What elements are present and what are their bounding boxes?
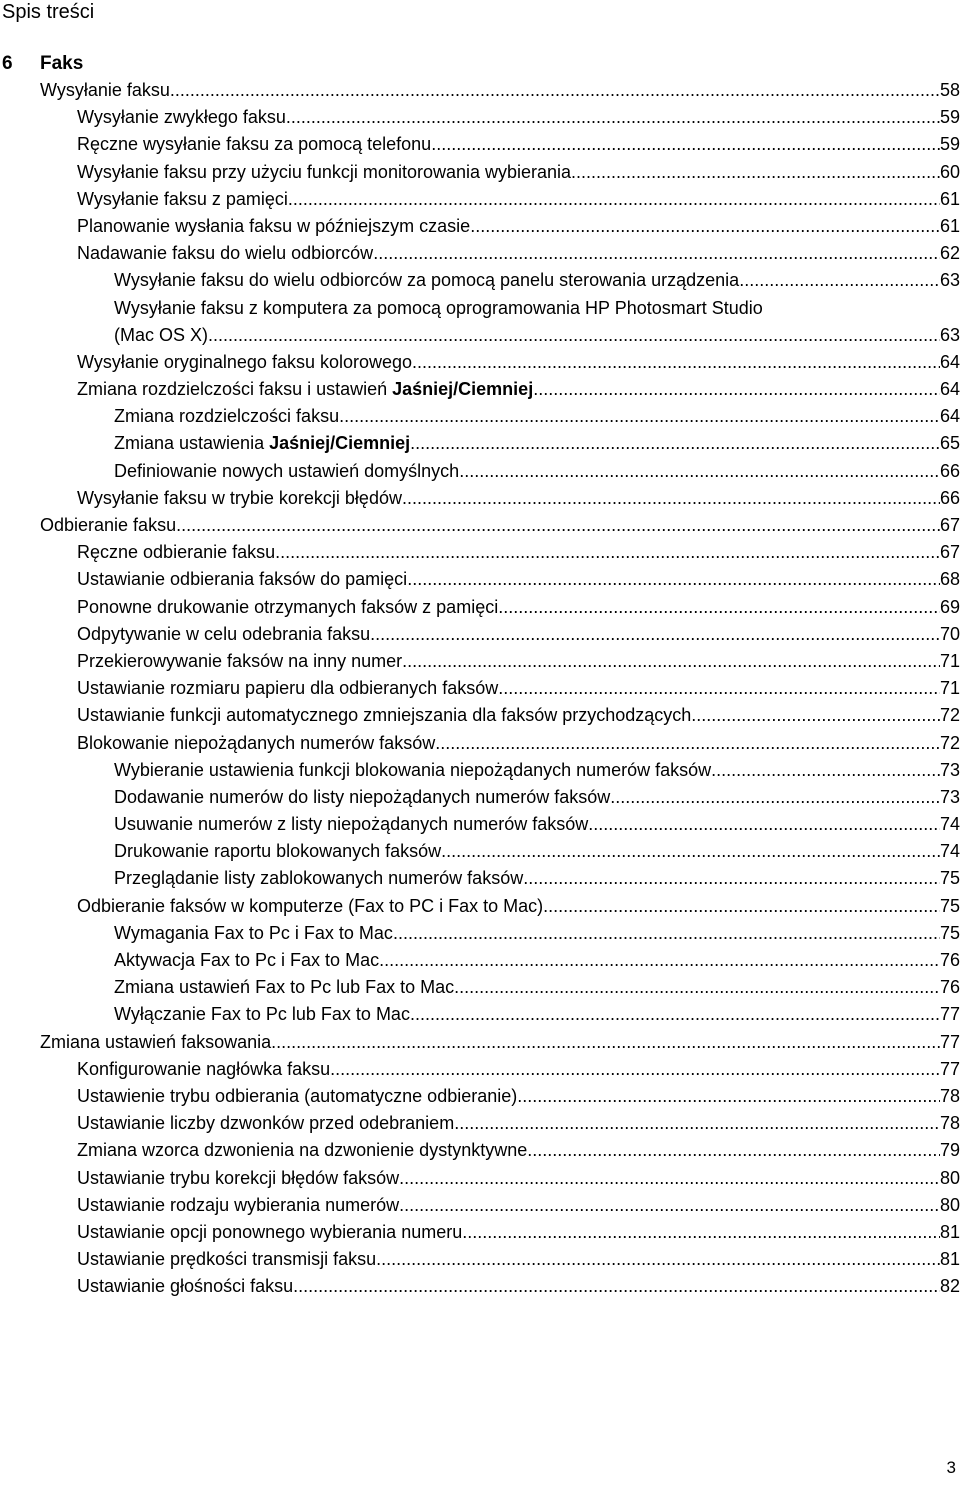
toc-entry-title [77, 1056, 330, 1083]
toc-entry-title-text: Wysyłanie zwykłego faksu [77, 107, 286, 128]
toc-entry-line [77, 1137, 960, 1164]
toc-entry-title-text: Wysyłanie oryginalnego faksu kolorowego [77, 351, 413, 372]
toc-leader-dots [462, 1219, 940, 1246]
toc-entry-page: 70 [939, 623, 960, 644]
toc-entry-line [77, 1246, 960, 1273]
toc-entry-title-text: Wyłączanie Fax to Pc lub Fax to Mac [114, 1004, 410, 1025]
toc-entry-title-text: Wysyłanie faksu z komputera za pomocą oprogramowania HP Photosmart Studio [114, 297, 763, 318]
toc-leader-dots [399, 1165, 940, 1192]
toc-leader-dots [498, 594, 940, 621]
toc-entry-line [40, 77, 960, 104]
toc-leader-dots [370, 621, 940, 648]
chapter-title: Faks [40, 53, 84, 74]
toc-entry[interactable] [0, 240, 960, 267]
toc-entry-line [77, 159, 960, 186]
toc-entry-page: 67 [939, 542, 960, 563]
toc-entry-title [114, 974, 454, 1001]
toc-entry-title-text: Zmiana wzorca dzwonienia na dzwonienie dystynktywne [77, 1140, 528, 1161]
toc-entry-title-text: Drukowanie raportu blokowanych faksów [114, 841, 442, 862]
toc-entry-line [77, 621, 960, 648]
toc-entry[interactable] [0, 77, 960, 104]
toc-entry-title [40, 512, 176, 539]
toc-entry-line [114, 920, 960, 947]
toc-entry-title-text: Wysyłanie faksu z pamięci [77, 188, 288, 209]
toc-entry-title-text: Ustawianie rozmiaru papieru dla odbieranych faksów [77, 678, 499, 699]
toc-entry-title [77, 566, 407, 593]
toc-entry-line [114, 757, 960, 784]
toc-entry-title-text: Ustawianie głośności faksu [77, 1276, 294, 1297]
toc-entry[interactable] [0, 1219, 960, 1246]
table-of-contents [0, 77, 960, 1300]
toc-entry-title [114, 838, 441, 865]
toc-entry-page: 71 [939, 650, 960, 671]
toc-leader-dots [739, 267, 940, 294]
toc-entry-page: 76 [939, 950, 960, 970]
toc-entry[interactable] [0, 376, 960, 403]
toc-entry-page: 80 [939, 1194, 960, 1215]
toc-entry-title-text: Zmiana ustawień Fax to Pc lub Fax to Mac [114, 977, 455, 998]
toc-entry[interactable] [0, 295, 960, 322]
toc-entry-line [114, 295, 763, 322]
toc-entry[interactable] [0, 1273, 960, 1300]
toc-entry-title [114, 430, 410, 457]
toc-entry-line [77, 566, 960, 593]
toc-entry-line [77, 1219, 960, 1246]
toc-entry-title-text: Wysyłanie faksu do wielu odbiorców za pomocą panelu sterowania urządzenia [114, 270, 740, 291]
toc-entry[interactable] [0, 838, 960, 865]
toc-entry-page: 76 [939, 977, 960, 998]
toc-entry-title [77, 1219, 462, 1246]
toc-entry-title-text: Przeglądanie listy zablokowanych numerów faksów [114, 868, 524, 889]
toc-entry-page: 66 [939, 460, 960, 481]
toc-entry-title [77, 213, 470, 240]
toc-entry-title [114, 403, 339, 430]
toc-entry-title [77, 1192, 399, 1219]
toc-entry-title [114, 295, 763, 322]
toc-entry-line [77, 1273, 960, 1300]
toc-entry-page: 66 [939, 487, 960, 508]
toc-entry-page: 81 [939, 1249, 960, 1270]
toc-entry[interactable] [0, 1001, 960, 1028]
toc-entry-page: 59 [939, 134, 960, 155]
toc-leader-dots [412, 349, 940, 376]
toc-entry[interactable] [0, 730, 960, 757]
toc-entry[interactable] [0, 974, 960, 1001]
toc-entry[interactable] [0, 159, 960, 186]
toc-leader-dots [431, 131, 940, 158]
toc-entry-title [77, 893, 543, 920]
toc-entry-title-text: Odpytywanie w celu odebrania faksu [77, 623, 371, 644]
toc-leader-dots [711, 757, 940, 784]
toc-entry-line [77, 648, 960, 675]
toc-leader-dots [208, 322, 940, 349]
toc-entry[interactable] [0, 757, 960, 784]
toc-entry-title [77, 186, 288, 213]
toc-entry-page: 75 [939, 922, 960, 943]
toc-leader-dots [379, 947, 940, 974]
toc-entry-title [77, 702, 691, 729]
toc-entry-page: 68 [939, 569, 960, 590]
toc-leader-dots [288, 186, 940, 213]
toc-entry-title-text: Odbieranie faksu [40, 515, 177, 535]
toc-leader-dots [376, 1246, 940, 1273]
toc-entry-line [77, 376, 960, 403]
toc-entry-title [77, 376, 533, 403]
toc-entry-line [114, 1001, 960, 1028]
toc-entry-page: 61 [939, 188, 960, 209]
toc-entry-page: 78 [939, 1085, 960, 1106]
toc-entry-page: 65 [939, 433, 960, 454]
toc-entry-page: 80 [939, 1167, 960, 1188]
toc-entry-title [77, 675, 498, 702]
toc-entry-title [77, 131, 431, 158]
toc-entry-page: 59 [939, 107, 960, 128]
toc-entry-title [77, 485, 402, 512]
toc-entry-line [77, 702, 960, 729]
toc-entry-line [114, 430, 960, 457]
toc-entry-page: 64 [939, 351, 960, 372]
toc-entry-page: 64 [939, 406, 960, 427]
toc-entry-line [77, 485, 960, 512]
toc-entry-title-text: Definiowanie nowych ustawień domyślnych [114, 460, 460, 481]
toc-entry-title [114, 865, 523, 892]
toc-entry-title-text: Zmiana rozdzielczości faksu i ustawień [77, 379, 393, 400]
toc-entry[interactable] [0, 811, 960, 838]
toc-entry-line [77, 186, 960, 213]
toc-leader-dots [176, 512, 940, 539]
toc-entry[interactable] [0, 784, 960, 811]
running-header: Spis treści [2, 1, 95, 23]
toc-entry-line [77, 539, 960, 566]
toc-entry-line [114, 838, 960, 865]
toc-entry-page: 77 [939, 1004, 960, 1025]
toc-entry-line [114, 974, 960, 1001]
toc-entry-title [114, 322, 208, 349]
toc-entry[interactable] [0, 322, 960, 349]
toc-entry-title-text: Nadawanie faksu do wielu odbiorców [77, 243, 374, 264]
toc-entry-title [77, 1110, 454, 1137]
toc-leader-dots [610, 784, 940, 811]
toc-leader-dots [527, 1137, 940, 1164]
toc-entry-title-text: Ponowne drukowanie otrzymanych faksów z pamięci [77, 596, 499, 617]
toc-leader-dots [393, 920, 940, 947]
toc-entry-page: 72 [939, 705, 960, 726]
toc-entry-page: 78 [939, 1113, 960, 1134]
toc-entry-title [77, 159, 571, 186]
toc-entry[interactable] [0, 430, 960, 457]
toc-entry-title [77, 104, 286, 131]
page-number: 3 [946, 1458, 956, 1477]
toc-entry-page: 79 [939, 1140, 960, 1161]
toc-entry-line [77, 213, 960, 240]
toc-leader-dots [533, 376, 940, 403]
toc-leader-dots [170, 77, 940, 104]
toc-entry-title-text: Zmiana ustawień faksowania [40, 1031, 272, 1052]
toc-entry-line [77, 893, 960, 920]
toc-entry[interactable] [0, 1029, 960, 1056]
toc-entry-title [114, 1001, 410, 1028]
toc-entry-page: 72 [939, 732, 960, 753]
toc-entry-page: 81 [939, 1221, 960, 1242]
toc-entry-title [114, 757, 711, 784]
toc-leader-dots [271, 1029, 940, 1056]
toc-entry-line [77, 349, 960, 376]
toc-leader-dots [402, 648, 940, 675]
toc-entry[interactable] [0, 947, 960, 974]
toc-leader-dots [543, 893, 940, 920]
toc-entry-title [114, 458, 459, 485]
toc-entry-title-text: Wysyłanie faksu w trybie korekcji błędów [77, 487, 402, 508]
toc-entry-title-text: Zmiana rozdzielczości faksu [114, 406, 340, 427]
toc-entry[interactable] [0, 1110, 960, 1137]
toc-entry-title-text: Odbieranie faksów w komputerze (Fax to PC i Fax to Mac) [77, 895, 544, 916]
toc-entry[interactable] [0, 403, 960, 430]
toc-entry-line [77, 675, 960, 702]
toc-entry-title [77, 349, 412, 376]
toc-entry-title-text: Ustawianie prędkości transmisji faksu [77, 1249, 377, 1270]
toc-entry[interactable] [0, 213, 960, 240]
toc-entry-title [77, 1246, 376, 1273]
toc-entry-title-text: Planowanie wysłania faksu w późniejszym czasie [77, 215, 471, 236]
toc-entry-title-text: Przekierowywanie faksów na inny numer [77, 650, 403, 671]
toc-entry[interactable] [0, 621, 960, 648]
toc-entry-page: 77 [939, 1058, 960, 1079]
toc-entry-line [40, 1029, 960, 1056]
toc-leader-dots [339, 403, 940, 430]
toc-entry-title-text: Ustawianie liczby dzwonków przed odebraniem [77, 1113, 455, 1134]
toc-entry-line [114, 947, 960, 974]
toc-entry-title-text: Ustawianie rodzaju wybierania numerów [77, 1194, 400, 1215]
toc-entry[interactable] [0, 539, 960, 566]
toc-entry-page: 62 [939, 243, 960, 264]
toc-leader-dots [470, 213, 940, 240]
toc-entry-title-text: (Mac OS X) [114, 324, 209, 345]
toc-leader-dots [330, 1056, 940, 1083]
toc-entry[interactable] [0, 920, 960, 947]
toc-entry-line [114, 403, 960, 430]
toc-entry-line [77, 1056, 960, 1083]
toc-entry-title-text: Wysyłanie faksu przy użyciu funkcji monitorowania wybierania [77, 161, 572, 182]
toc-entry-title [114, 267, 739, 294]
toc-entry-page: 75 [939, 868, 960, 889]
toc-leader-dots [459, 458, 940, 485]
toc-entry-page: 63 [939, 324, 960, 345]
toc-entry-title-text: Wysyłanie faksu [40, 80, 170, 100]
toc-leader-dots [498, 675, 940, 702]
toc-entry-title-text: Konfigurowanie nagłówka faksu [77, 1058, 331, 1079]
toc-entry-page: 71 [939, 678, 960, 699]
toc-entry-page: 74 [939, 841, 960, 862]
toc-entry-line [114, 784, 960, 811]
toc-entry[interactable] [0, 675, 960, 702]
toc-entry[interactable] [0, 267, 960, 294]
toc-entry-title [114, 811, 588, 838]
toc-entry-title [77, 648, 402, 675]
toc-entry[interactable] [0, 566, 960, 593]
toc-entry-title [40, 1029, 271, 1056]
toc-entry-title-text: Ustawienie trybu odbierania (automatyczne odbieranie) [77, 1085, 518, 1106]
toc-entry-title-text: Wybieranie ustawienia funkcji blokowania niepożądanych numerów faksów [114, 759, 712, 780]
toc-entry[interactable] [0, 186, 960, 213]
toc-leader-dots [275, 539, 940, 566]
toc-entry[interactable] [0, 1056, 960, 1083]
toc-entry-line [114, 458, 960, 485]
toc-entry-line [114, 865, 960, 892]
toc-entry-title-text: Ręczne odbieranie faksu [77, 542, 276, 563]
toc-entry-title-text: Ręczne wysyłanie faksu za pomocą telefonu [77, 134, 432, 155]
toc-leader-dots [407, 566, 940, 593]
toc-entry-line [114, 811, 960, 838]
toc-entry-title [77, 621, 370, 648]
toc-entry-title-bold: Jaśniej/Ciemniej [269, 433, 411, 454]
toc-leader-dots [691, 702, 940, 729]
toc-leader-dots [402, 485, 940, 512]
toc-entry-line [77, 240, 960, 267]
chapter-number: 6 [2, 53, 13, 74]
toc-entry[interactable] [0, 594, 960, 621]
toc-entry-title [77, 1137, 527, 1164]
toc-entry-line [114, 267, 960, 294]
toc-entry-title-text: Zmiana ustawienia [114, 433, 270, 454]
toc-entry-page: 75 [939, 895, 960, 916]
toc-entry-title [77, 539, 275, 566]
toc-entry[interactable] [0, 458, 960, 485]
toc-entry-line [77, 1110, 960, 1137]
toc-entry[interactable] [0, 349, 960, 376]
toc-entry-page: 63 [939, 270, 960, 291]
toc-entry-title [114, 920, 393, 947]
toc-entry[interactable] [0, 893, 960, 920]
toc-entry[interactable] [0, 512, 960, 539]
toc-leader-dots [435, 730, 940, 757]
toc-leader-dots [410, 1001, 940, 1028]
toc-leader-dots [454, 974, 940, 1001]
toc-entry-line [77, 1192, 960, 1219]
toc-entry-line [40, 512, 960, 539]
toc-entry-title-text: Aktywacja Fax to Pc i Fax to Mac [114, 950, 380, 970]
toc-entry-title-text: Ustawianie odbierania faksów do pamięci [77, 569, 408, 590]
toc-entry-line [77, 730, 960, 757]
toc-entry-title-text: Ustawianie trybu korekcji błędów faksów [77, 1167, 400, 1188]
toc-entry-title [114, 784, 610, 811]
toc-leader-dots [517, 1083, 940, 1110]
toc-entry-title [40, 77, 170, 104]
toc-entry-title-text: Blokowanie niepożądanych numerów faksów [77, 732, 436, 753]
toc-entry[interactable] [0, 131, 960, 158]
toc-leader-dots [571, 159, 940, 186]
toc-entry-page: 69 [939, 596, 960, 617]
toc-entry[interactable] [0, 702, 960, 729]
toc-leader-dots [373, 240, 940, 267]
toc-leader-dots [523, 865, 940, 892]
toc-entry-line [77, 104, 960, 131]
toc-entry-title [77, 1083, 517, 1110]
toc-entry-title [114, 947, 379, 974]
toc-entry-title-text: Wymagania Fax to Pc i Fax to Mac [114, 922, 393, 943]
toc-entry-line [77, 594, 960, 621]
toc-leader-dots [441, 838, 940, 865]
toc-entry-page: 58 [939, 80, 960, 100]
toc-entry[interactable] [0, 1165, 960, 1192]
toc-entry[interactable] [0, 1246, 960, 1273]
toc-entry-line [114, 322, 960, 349]
toc-entry-page: 67 [939, 515, 960, 535]
toc-leader-dots [399, 1192, 940, 1219]
toc-entry-page: 74 [939, 814, 960, 835]
toc-entry[interactable] [0, 1083, 960, 1110]
toc-leader-dots [410, 430, 940, 457]
toc-leader-dots [286, 104, 940, 131]
toc-entry-page: 73 [939, 759, 960, 780]
toc-leader-dots [454, 1110, 940, 1137]
toc-leader-dots [293, 1273, 940, 1300]
toc-entry-title-text: Dodawanie numerów do listy niepożądanych numerów faksów [114, 786, 611, 807]
toc-entry-title [77, 240, 373, 267]
toc-entry[interactable] [0, 104, 960, 131]
toc-entry[interactable] [0, 1137, 960, 1164]
toc-entry[interactable] [0, 865, 960, 892]
toc-entry-page: 77 [939, 1031, 960, 1052]
toc-entry-line [77, 1083, 960, 1110]
toc-entry-title [77, 1165, 399, 1192]
toc-entry-title-text: Ustawianie funkcji automatycznego zmniejszania dla faksów przychodzących [77, 705, 692, 726]
toc-entry-title [77, 594, 498, 621]
toc-entry-page: 82 [939, 1276, 960, 1297]
toc-entry-page: 73 [939, 786, 960, 807]
toc-entry-page: 64 [939, 379, 960, 400]
toc-entry-page: 61 [939, 215, 960, 236]
toc-entry-title [77, 1273, 293, 1300]
toc-entry-line [77, 1165, 960, 1192]
toc-entry-title [77, 730, 435, 757]
toc-entry[interactable] [0, 485, 960, 512]
toc-leader-dots [588, 811, 940, 838]
toc-entry-line [77, 131, 960, 158]
toc-entry-title-text: Ustawianie opcji ponownego wybierania numeru [77, 1221, 463, 1242]
toc-entry-title-bold: Jaśniej/Ciemniej [392, 379, 534, 400]
toc-entry-title-text: Usuwanie numerów z listy niepożądanych numerów faksów [114, 814, 589, 835]
toc-entry-page: 60 [939, 161, 960, 182]
toc-entry[interactable] [0, 1192, 960, 1219]
toc-entry[interactable] [0, 648, 960, 675]
